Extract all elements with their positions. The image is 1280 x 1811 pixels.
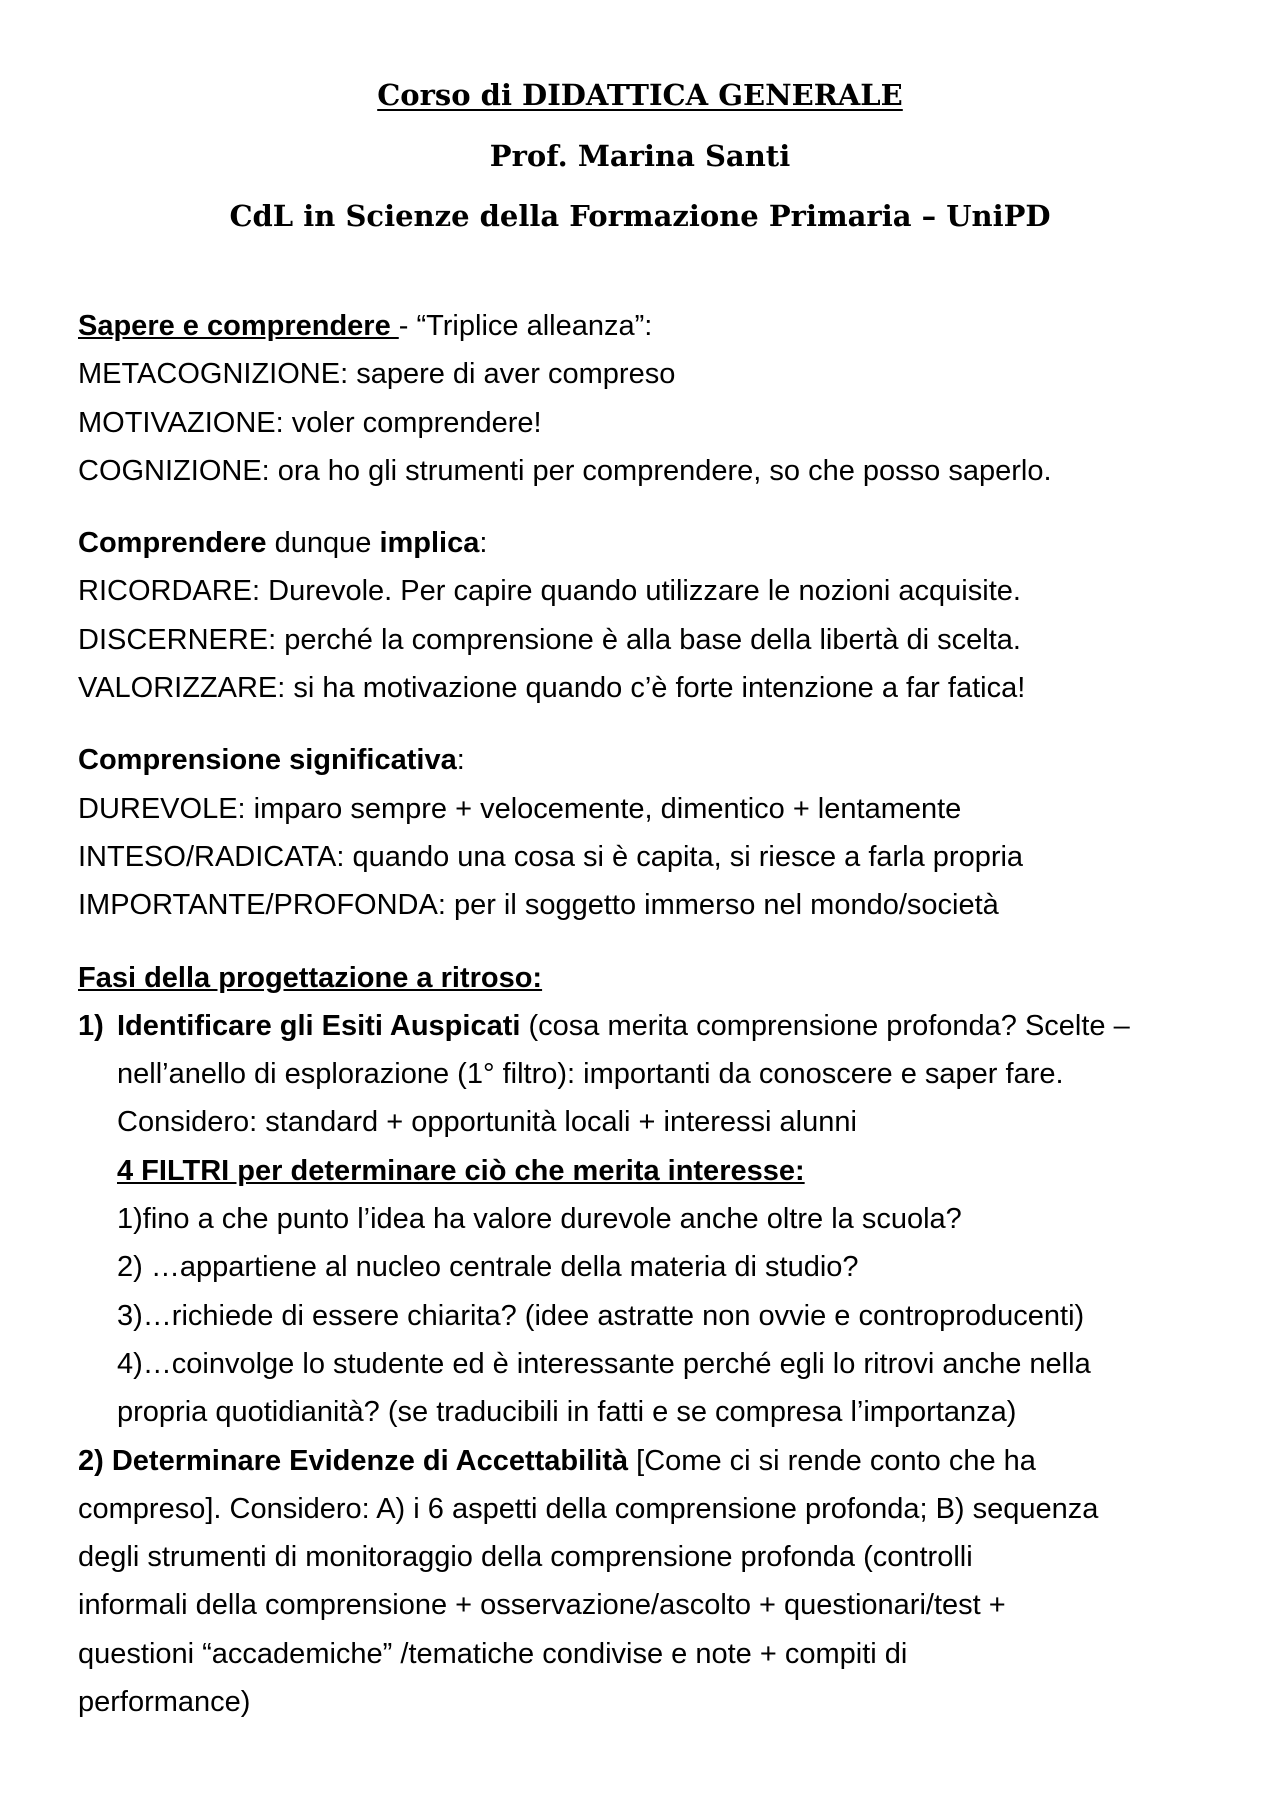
step-first-line [78, 1437, 1218, 1485]
step-number: 1) [78, 1009, 104, 1042]
text-line: INTESO/RADICATA: quando una cosa si è capita, si riesce a farla propria [78, 840, 1024, 873]
text-line: MOTIVAZIONE: voler comprendere! [78, 406, 542, 439]
filter-line: 2) …appartiene al nucleo centrale della materia di studio? [117, 1251, 859, 1284]
filter-line: 1)fino a che punto l’idea ha valore durevole anche oltre la scuola? [117, 1203, 962, 1236]
text-line: COGNIZIONE: ora ho gli strumenti per comprendere, so che posso saperlo. [78, 454, 1052, 487]
section-heading [78, 736, 1218, 784]
text-line: METACOGNIZIONE: sapere di aver compreso [78, 358, 676, 391]
step-text: [Come ci si rende conto che ha [628, 1444, 1036, 1477]
section-comprensione-significativa [78, 736, 1218, 929]
heading-bold: Comprensione significativa [78, 744, 457, 777]
step-title: 2) Determinare Evidenze di Accettabilità [78, 1444, 629, 1477]
heading-underlined: Fasi della progettazione a ritroso: [78, 961, 543, 994]
course-title: Corso di DIDATTICA GENERALE [377, 78, 903, 112]
text-line: questioni “accademiche” /tematiche condivise e note + compiti di [78, 1637, 908, 1670]
section-progettazione-a-ritroso [78, 954, 1218, 1727]
heading-bold: Comprendere [78, 527, 267, 560]
filter-line: 3)…richiede di essere chiarita? (idee astratte non ovvie e controproducenti) [117, 1299, 1085, 1332]
step-title: Identificare gli Esiti Auspicati [117, 1009, 521, 1042]
professor-name: Prof. Marina Santi [489, 139, 791, 173]
notes-body [78, 302, 1218, 1726]
text-line: VALORIZZARE: si ha motivazione quando c’è forte intenzione a far fatica! [78, 672, 1026, 705]
section-comprendere-implica [78, 519, 1218, 712]
text-line: performance) [78, 1686, 251, 1719]
step-1 [78, 1002, 1218, 1437]
section-heading [78, 954, 1218, 1002]
filters-heading-text: 4 FILTRI per determinare ciò che merita interesse: [117, 1154, 805, 1187]
heading-colon: : [456, 744, 465, 777]
step-first-line [117, 1002, 1218, 1050]
text-line: DUREVOLE: imparo sempre + velocemente, dimentico + lentamente [78, 792, 962, 825]
heading-plain: dunque [266, 527, 380, 560]
text-line: degli strumenti di monitoraggio della comprensione profonda (controlli [78, 1541, 973, 1574]
heading-underlined: Sapere e comprendere [78, 310, 399, 342]
text-line: compreso]. Considero: A) i 6 aspetti della comprensione profonda; B) sequenza [78, 1492, 1099, 1525]
section-sapere-comprendere [78, 302, 1218, 495]
filters-heading [117, 1147, 1218, 1195]
text-line: informali della comprensione + osservazione/ascolto + questionari/test + [78, 1589, 1006, 1622]
section-heading [78, 519, 1218, 567]
text-line: nell’anello di esplorazione (1° filtro): importanti da conoscere e saper fare. [117, 1058, 1064, 1091]
step-text: (cosa merita comprensione profonda? Scelte – [520, 1009, 1130, 1042]
heading-colon: : [479, 527, 488, 560]
text-line: IMPORTANTE/PROFONDA: per il soggetto immerso nel mondo/società [78, 889, 999, 922]
text-line: RICORDARE: Durevole. Per capire quando utilizzare le nozioni acquisite. [78, 575, 1021, 608]
degree-program: CdL in Scienze della Formazione Primaria – UniPD [229, 199, 1051, 233]
section-heading [78, 302, 1218, 350]
text-line: DISCERNERE: perché la comprensione è alla base della libertà di scelta. [78, 623, 1021, 656]
step-2 [78, 1437, 1218, 1727]
text-line: Considero: standard + opportunità locali + interessi alunni [117, 1106, 857, 1139]
filter-line: propria quotidianità? (se traducibili in fatti e se compresa l’importanza) [117, 1396, 1017, 1429]
heading-suffix: - “Triplice alleanza”: [398, 310, 653, 342]
heading-bold: implica [379, 527, 480, 560]
filter-line: 4)…coinvolge lo studente ed è interessante perché egli lo ritrovi anche nella [117, 1347, 1091, 1380]
